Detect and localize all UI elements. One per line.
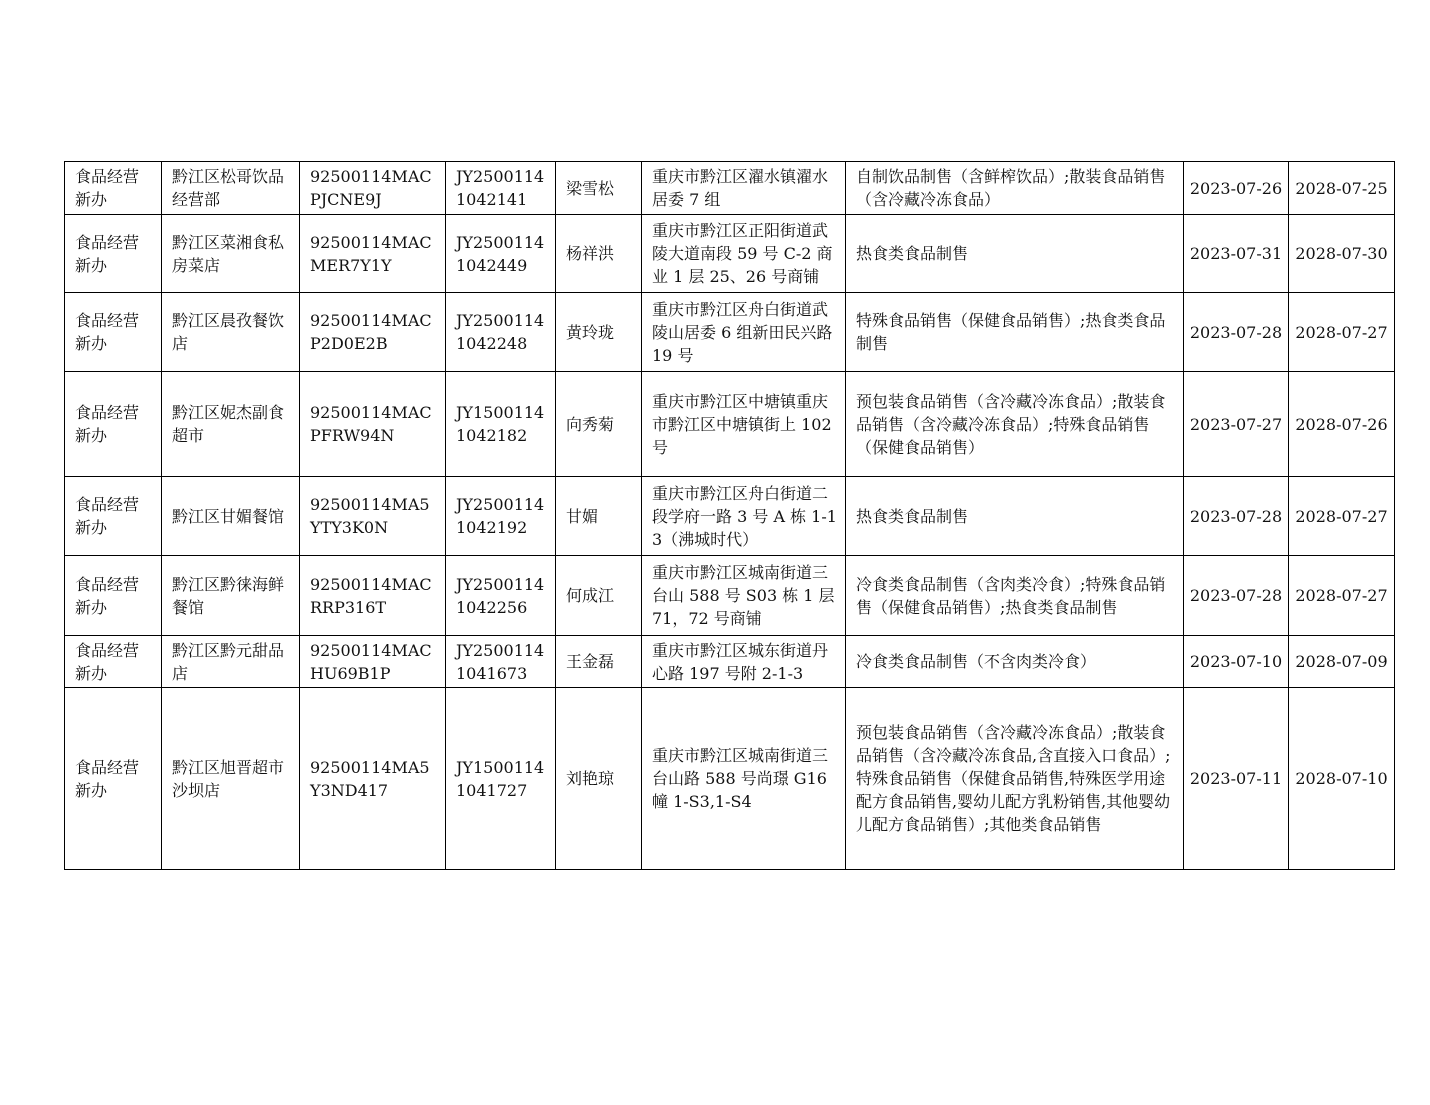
business-scope-cell: 预包装食品销售（含冷藏冷冻食品）;散装食品销售（含冷藏冷冻食品,含直接入口食品）;特殊食品销售（保健食品销售,特殊医学用途配方食品销售,婴幼儿配方乳粉销售,其他婴幼儿配方食品销售）;其他类食品销售 (846, 688, 1184, 870)
business-scope-cell: 热食类食品制售 (846, 477, 1184, 556)
valid-from-cell: 2023-07-26 (1184, 162, 1289, 215)
valid-to-cell: 2028-07-10 (1289, 688, 1395, 870)
representative-cell: 刘艳琼 (556, 688, 642, 870)
license-number-cell: JY25001141042141 (446, 162, 556, 215)
valid-from-cell: 2023-07-31 (1184, 215, 1289, 293)
representative-cell: 梁雪松 (556, 162, 642, 215)
credit-code-cell: 92500114MA5YTY3K0N (300, 477, 446, 556)
business-type-cell: 食品经营新办 (65, 688, 162, 870)
valid-to-cell: 2028-07-27 (1289, 293, 1395, 372)
credit-code-cell: 92500114MACP2D0E2B (300, 293, 446, 372)
table-row (65, 215, 1395, 293)
representative-cell: 王金磊 (556, 636, 642, 688)
business-name-cell: 黔江区菜湘食私房菜店 (162, 215, 300, 293)
business-type-cell: 食品经营新办 (65, 636, 162, 688)
license-number-cell: JY15001141042182 (446, 372, 556, 477)
credit-code-cell: 92500114MACMER7Y1Y (300, 215, 446, 293)
business-type-cell: 食品经营新办 (65, 162, 162, 215)
valid-to-cell: 2028-07-27 (1289, 477, 1395, 556)
valid-to-cell: 2028-07-25 (1289, 162, 1395, 215)
address-cell: 重庆市黔江区正阳街道武陵大道南段 59 号 C-2 商业 1 层 25、26 号商铺 (642, 215, 846, 293)
address-cell: 重庆市黔江区中塘镇重庆市黔江区中塘镇街上 102 号 (642, 372, 846, 477)
address-cell: 重庆市黔江区城东街道丹心路 197 号附 2-1-3 (642, 636, 846, 688)
business-scope-cell: 冷食类食品制售（不含肉类冷食） (846, 636, 1184, 688)
table-row (65, 688, 1395, 870)
business-name-cell: 黔江区旭晋超市沙坝店 (162, 688, 300, 870)
business-name-cell: 黔江区晨孜餐饮店 (162, 293, 300, 372)
representative-cell: 杨祥洪 (556, 215, 642, 293)
license-number-cell: JY25001141042192 (446, 477, 556, 556)
table-row (65, 477, 1395, 556)
food-license-table (64, 161, 1395, 870)
valid-from-cell: 2023-07-28 (1184, 477, 1289, 556)
table-row (65, 372, 1395, 477)
valid-to-cell: 2028-07-09 (1289, 636, 1395, 688)
business-type-cell: 食品经营新办 (65, 372, 162, 477)
business-scope-cell: 自制饮品制售（含鲜榨饮品）;散装食品销售（含冷藏冷冻食品） (846, 162, 1184, 215)
valid-from-cell: 2023-07-10 (1184, 636, 1289, 688)
representative-cell: 甘媚 (556, 477, 642, 556)
credit-code-cell: 92500114MA5Y3ND417 (300, 688, 446, 870)
business-type-cell: 食品经营新办 (65, 293, 162, 372)
table-row (65, 556, 1395, 636)
table-row (65, 293, 1395, 372)
credit-code-cell: 92500114MACPJCNE9J (300, 162, 446, 215)
license-number-cell: JY25001141041673 (446, 636, 556, 688)
address-cell: 重庆市黔江区城南街道三台山路 588 号尚璟 G16 幢 1-S3,1-S4 (642, 688, 846, 870)
address-cell: 重庆市黔江区舟白街道武陵山居委 6 组新田民兴路 19 号 (642, 293, 846, 372)
business-type-cell: 食品经营新办 (65, 215, 162, 293)
credit-code-cell: 92500114MACRRP316T (300, 556, 446, 636)
business-name-cell: 黔江区黔徕海鲜餐馆 (162, 556, 300, 636)
valid-from-cell: 2023-07-27 (1184, 372, 1289, 477)
address-cell: 重庆市黔江区城南街道三台山 588 号 S03 栋 1 层 71，72 号商铺 (642, 556, 846, 636)
business-scope-cell: 特殊食品销售（保健食品销售）;热食类食品制售 (846, 293, 1184, 372)
valid-from-cell: 2023-07-28 (1184, 556, 1289, 636)
business-scope-cell: 预包装食品销售（含冷藏冷冻食品）;散装食品销售（含冷藏冷冻食品）;特殊食品销售（保健食品销售） (846, 372, 1184, 477)
license-number-cell: JY25001141042449 (446, 215, 556, 293)
representative-cell: 向秀菊 (556, 372, 642, 477)
representative-cell: 黄玲珑 (556, 293, 642, 372)
business-name-cell: 黔江区甘媚餐馆 (162, 477, 300, 556)
business-name-cell: 黔江区妮杰副食超市 (162, 372, 300, 477)
valid-from-cell: 2023-07-28 (1184, 293, 1289, 372)
license-number-cell: JY15001141041727 (446, 688, 556, 870)
credit-code-cell: 92500114MACHU69B1P (300, 636, 446, 688)
valid-to-cell: 2028-07-27 (1289, 556, 1395, 636)
table-row (65, 636, 1395, 688)
credit-code-cell: 92500114MACPFRW94N (300, 372, 446, 477)
address-cell: 重庆市黔江区舟白街道二段学府一路 3 号 A 栋 1-13（沸城时代） (642, 477, 846, 556)
license-number-cell: JY25001141042248 (446, 293, 556, 372)
business-name-cell: 黔江区松哥饮品经营部 (162, 162, 300, 215)
business-scope-cell: 冷食类食品制售（含肉类冷食）;特殊食品销售（保健食品销售）;热食类食品制售 (846, 556, 1184, 636)
table-row (65, 162, 1395, 215)
address-cell: 重庆市黔江区濯水镇濯水居委 7 组 (642, 162, 846, 215)
business-type-cell: 食品经营新办 (65, 556, 162, 636)
business-name-cell: 黔江区黔元甜品店 (162, 636, 300, 688)
license-number-cell: JY25001141042256 (446, 556, 556, 636)
valid-to-cell: 2028-07-26 (1289, 372, 1395, 477)
representative-cell: 何成江 (556, 556, 642, 636)
business-scope-cell: 热食类食品制售 (846, 215, 1184, 293)
valid-to-cell: 2028-07-30 (1289, 215, 1395, 293)
valid-from-cell: 2023-07-11 (1184, 688, 1289, 870)
business-type-cell: 食品经营新办 (65, 477, 162, 556)
